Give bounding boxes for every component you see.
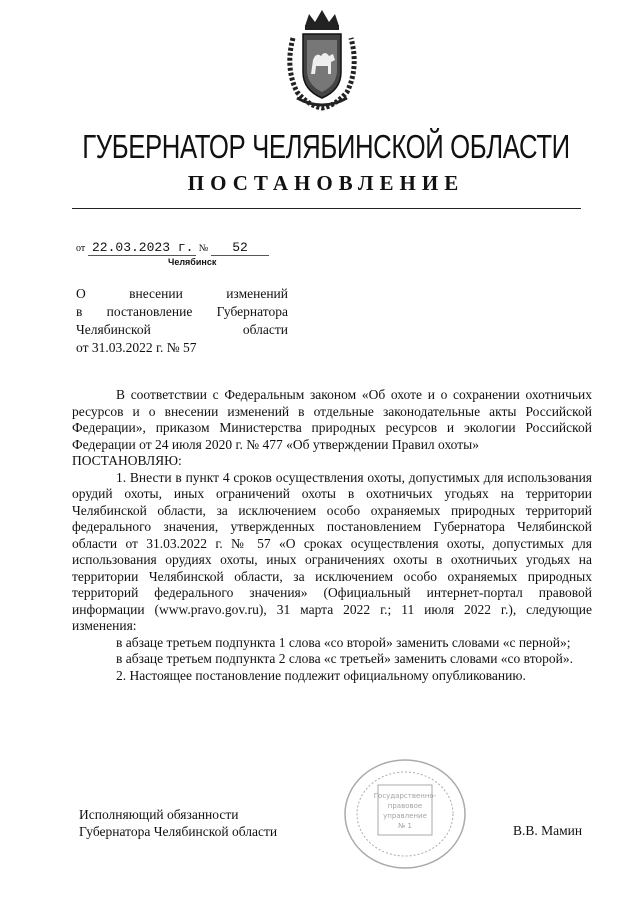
date-prefix: от — [76, 243, 86, 254]
item-1a-paragraph: в абзаце третьем подпункта 1 слова «со второй» заменить словами «с перной»; — [116, 634, 571, 650]
document-type: ПОСТАНОВЛЕНИЕ — [187, 171, 465, 195]
subject-line: Челябинской области — [76, 322, 288, 337]
document-city: Челябинск — [168, 257, 217, 267]
stamp-text-line: правовое — [387, 802, 423, 810]
item-2-paragraph: 2. Настоящее постановление подлежит официальному опубликованию. — [116, 667, 526, 683]
document-number: 52 — [211, 240, 269, 256]
item-1-paragraph: 1. Внести в пункт 4 сроков осуществления охоты, допустимых для использования орудий охоты, иных ограничений охоты в охотничьих угодьях на территории Челябинской области, за исключением особо охраняемых природных территорий федерального значения, утвержденных постановлением Губернатора Челябинской области от 31.03.2022 г. № 57 «О сроках осуществления охоты, допустимых для использования орудиях охоты, иных ограничениях охоты в охотничьих угодьях на территории Челябинской области, за исключением особо охраняемых природных территорий федерального значения» (Официальный интернет-портал правовой информации (www.pravo.gov.ru), 31 марта 2022 г.; 11 июля 2022 г.), следующие изменения: — [72, 469, 592, 633]
document-subject — [76, 285, 288, 357]
document-date: 22.03.2023 г. — [88, 240, 196, 256]
document-meta — [76, 240, 269, 256]
subject-line: О внесении изменений — [76, 286, 288, 301]
stamp-text-line: управление — [383, 812, 427, 820]
number-prefix: № — [198, 243, 209, 254]
resolve-heading: ПОСТАНОВЛЯЮ: — [72, 453, 182, 468]
item-1b-paragraph: в абзаце третьем подпункта 2 слова «с третьей» заменить словами «со второй». — [116, 651, 574, 666]
subject-line: от 31.03.2022 г. № 57 — [76, 340, 197, 355]
stamp-text-line: № 1 — [398, 822, 412, 830]
coat-of-arms-emblem — [283, 8, 361, 112]
subject-line: в постановление Губернатора — [76, 304, 288, 319]
position-line: Исполняющий обязанности — [79, 807, 239, 822]
document-body — [72, 387, 592, 684]
signatory-position — [79, 806, 277, 840]
signatory-name: В.В. Мамин — [513, 823, 583, 838]
position-line: Губернатора Челябинской области — [79, 824, 278, 839]
issuing-authority: ГУБЕРНАТОР ЧЕЛЯБИНСКОЙ ОБЛАСТИ — [82, 128, 570, 165]
official-stamp — [340, 755, 470, 873]
header-rule — [72, 208, 581, 209]
stamp-text-line: Государственно- — [373, 792, 437, 800]
preamble-paragraph: В соответствии с Федеральным законом «Об охоте и о сохранении охотничьих ресурсов и о внесении изменений в отдельные законодательные акты Российской Федерации», приказом Министерства природных ресурсов и экологии Российской Федерации от 24 июля 2020 г. № 477 «Об утверждении Правил охоты» — [72, 387, 592, 452]
